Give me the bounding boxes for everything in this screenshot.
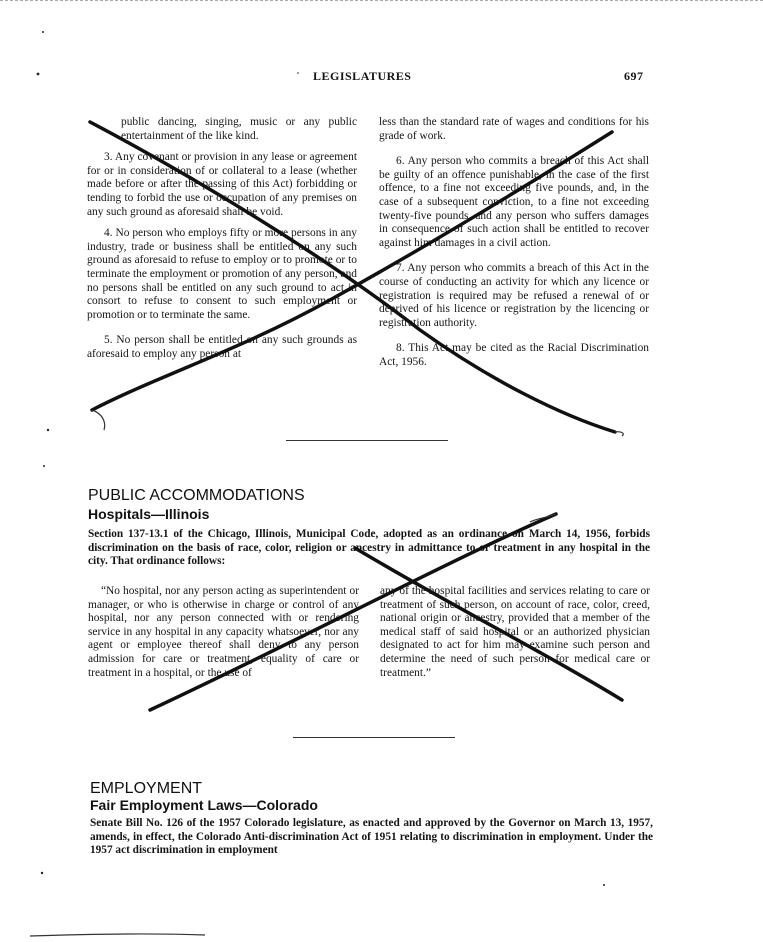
scan-speck xyxy=(41,872,43,874)
scan-speck xyxy=(47,429,49,431)
scan-top-edge xyxy=(0,0,763,4)
section-subheading: Hospitals—Illinois xyxy=(88,506,210,522)
pen-tail xyxy=(530,514,556,522)
pen-tail xyxy=(92,410,105,430)
paragraph: 3. Any covenant or provision in any lease or agreement for or in consideration of or collateral to a lease (whether made before or after the passing of this Act) forbidding or tending to forbid the use or occupation of any premises on any such ground as aforesaid shall be void. xyxy=(87,151,357,218)
scan-speck xyxy=(37,73,40,76)
scan-speck xyxy=(43,465,45,467)
ordinance-left-column: “No hospital, nor any person acting as superintendent or manager, or who is otherwise in charge or control of any hospital, nor any person connected with or rendering service in any hospital in any capacity whatsoever, nor any agent or employee thereof shall deny to any person admission for care or treatment, equality of care or treatment in a hospital, or the use of xyxy=(88,585,359,679)
section-heading: EMPLOYMENT xyxy=(90,780,203,797)
section-lead: Section 137-13.1 of the Chicago, Illinois, Municipal Code, adopted as an ordinance on March 14, 1956, forbids discrimination on the basis of race, color, religion or ancestry in admittance to or treatment in any hospital in the city. That ordinance follows: xyxy=(88,528,650,568)
paragraph: 4. No person who employs fifty or more persons in any industry, trade or business shall be entitled on any such ground as aforesaid to refuse to employ or to promote or to terminate the employment or promotion of any person, and no persons shall be entitled on any such ground to act in consort to refuse to consent to such employment or promotion or to terminate the same. xyxy=(87,227,357,321)
pen-tail xyxy=(615,432,623,436)
paragraph: public dancing, singing, music or any public entertainment of the like kind. xyxy=(121,116,357,142)
paragraph: 6. Any person who commits a breach of this Act shall be guilty of an offence punishable, in the case of the first offence, to a fine not exceeding five pounds, and, in the case of a subsequent conviction, to a fine not exceeding twenty-five pounds, and any person who suffers damages in consequence of such action shall be entitled to recover against him damages in a civil action. xyxy=(379,155,649,249)
scan-speck xyxy=(603,884,605,886)
top-right-column xyxy=(379,116,649,378)
ordinance-right-column: any of the hospital facilities and services relating to care or treatment of such person, on account of race, color, creed, national origin or ancestry, provided that a member of the medical staff of said hospital or an authorized physician designated to act for him may examine such person and determine the need of such person for medical care or treatment.” xyxy=(380,585,650,679)
paragraph: 8. This Act may be cited as the Racial Discrimination Act, 1956. xyxy=(379,342,649,368)
section-lead: Senate Bill No. 126 of the 1957 Colorado legislature, as enacted and approved by the Governor on March 13, 1957, amends, in effect, the Colorado Anti-discrimination Act of 1951 relating to discrimination in employment. Under the 1957 act discrimination in employment xyxy=(90,817,653,857)
section-subheading: Fair Employment Laws—Colorado xyxy=(90,797,318,813)
top-left-column xyxy=(87,116,357,370)
pen-tail xyxy=(30,934,205,936)
running-header-title: LEGISLATURES xyxy=(313,69,412,83)
section-heading: PUBLIC ACCOMMODATIONS xyxy=(88,487,305,504)
paragraph: 5. No person shall be entitled on any such grounds as aforesaid to employ any person at xyxy=(87,334,357,360)
divider xyxy=(293,737,455,738)
scan-speck xyxy=(42,31,44,33)
paragraph: less than the standard rate of wages and conditions for his grade of work. xyxy=(379,116,649,142)
paragraph: 7. Any person who commits a breach of this Act in the course of conducting an activity for which any licence or registration is required may be refused a renewal of or deprived of his licence or registration by the licencing or registration authority. xyxy=(379,262,649,329)
page-number: 697 xyxy=(624,69,644,83)
scan-speck xyxy=(297,72,299,74)
divider xyxy=(286,440,448,441)
